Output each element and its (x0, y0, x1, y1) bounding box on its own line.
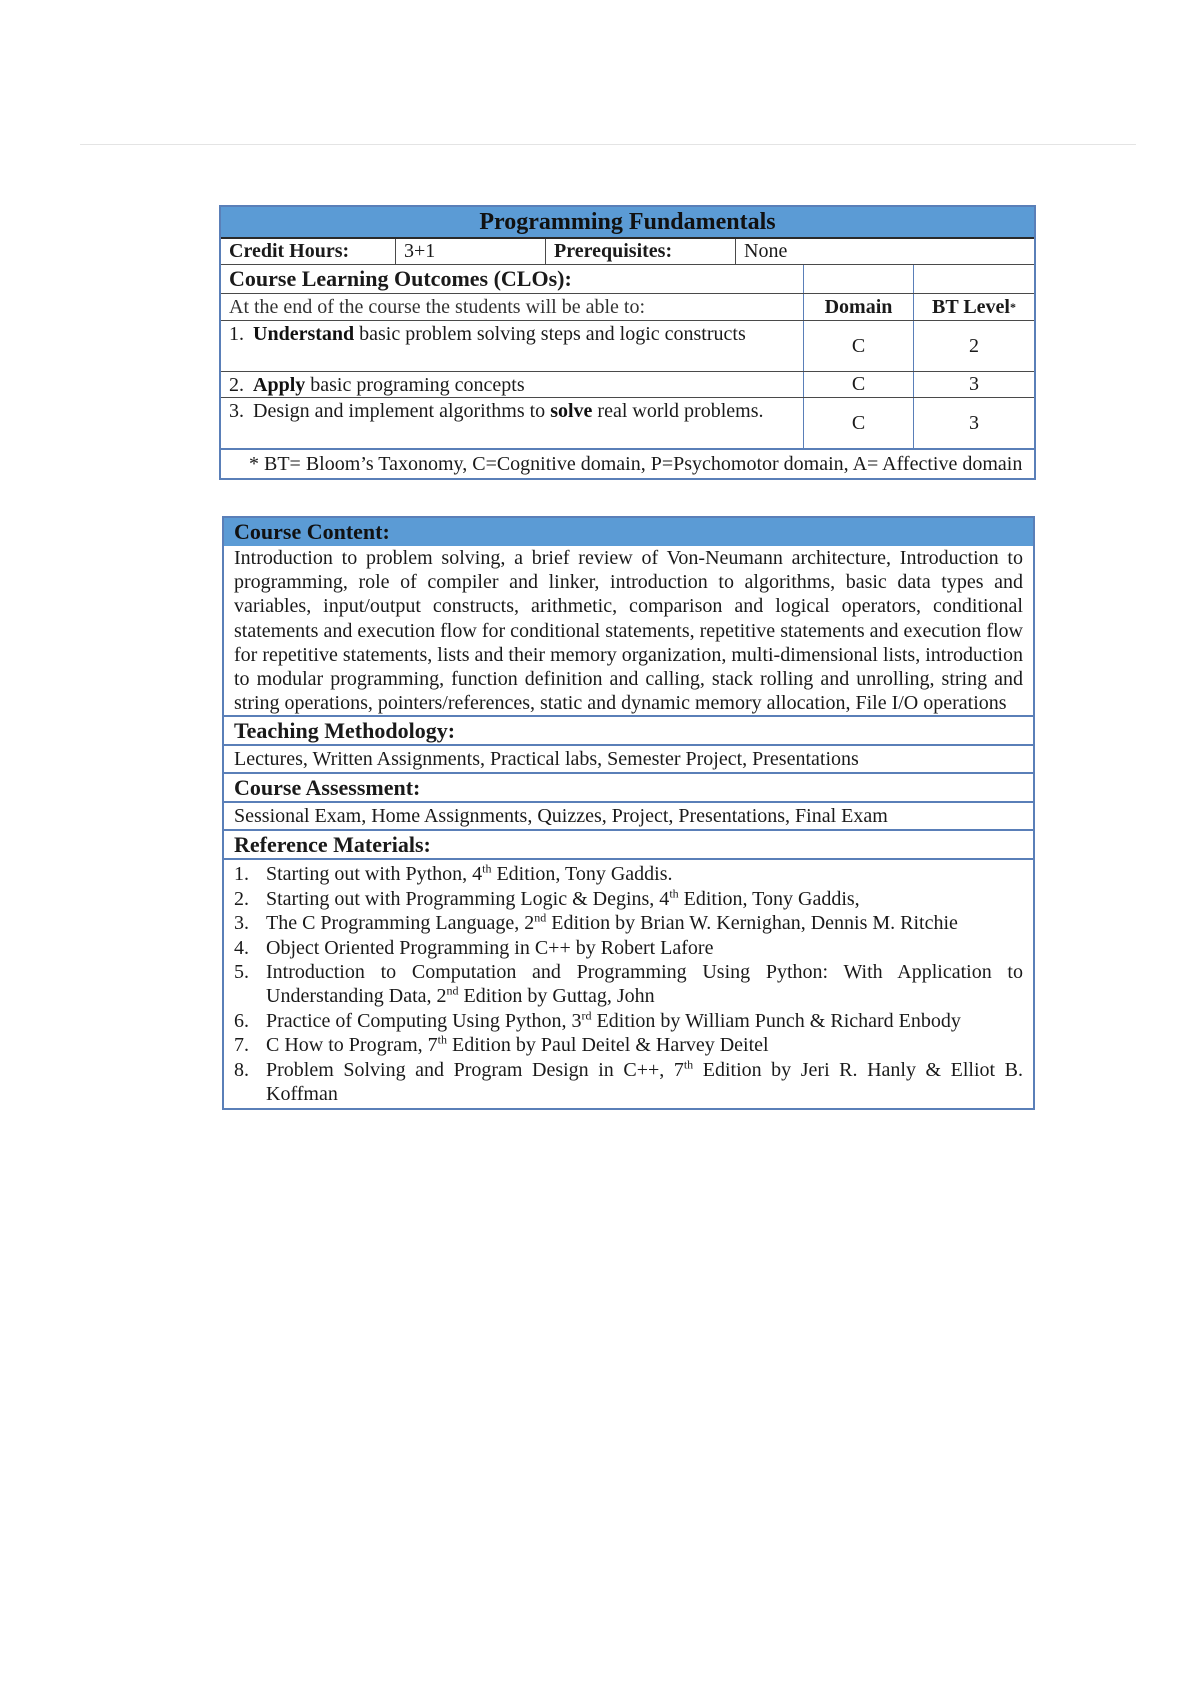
clo-number: 1. (229, 323, 244, 345)
course-content-heading: Course Content: (224, 518, 1033, 546)
domain-header: Domain (804, 294, 914, 320)
clo-keyword: solve (550, 400, 593, 422)
clo-heading-bt-empty (914, 265, 1034, 293)
clo-intro-row (221, 294, 1034, 321)
prerequisites-label: Prerequisites: (546, 239, 736, 264)
bt-level-header: BT Level * (932, 295, 1016, 318)
clo-item (221, 398, 1034, 448)
course-content-text: Introduction to problem solving, a brief review of Von-Neumann architecture, Introduction to programming, role of compiler and linker, introduction to algorithms, basic data types and variables, input/output constructs, arithmetic, comparison and logical operators, conditional statements and execution flow for conditional statements, repetitive statements and execution flow for repetitive statements, lists and their memory organization, multi-dimensional lists, introduction to modular programming, function definition and calling, stack rolling and unrolling, string and string operations, pointers/references, static and dynamic memory allocation, File I/O operations (224, 546, 1033, 717)
clo-intro: At the end of the course the students will be able to: (221, 294, 804, 320)
list-item: 7. C How to Program, 7th Edition by Paul Deitel & Harvey Deitel (234, 1032, 769, 1057)
list-item: 6. Practice of Computing Using Python, 3rd Edition by William Punch & Richard Enbody (234, 1008, 961, 1032)
prerequisites-value: None (744, 240, 788, 262)
clo-domain: C (804, 372, 914, 397)
list-item: 2. Starting out with Programming Logic & Degins, 4th Edition, Tony Gaddis, (234, 886, 860, 910)
clo-keyword: Understand (253, 323, 355, 345)
list-item: 5. Introduction to Computation and Programming Using Python: With Application to Understanding Data, 2nd Edition by Guttag, John (234, 961, 1023, 1008)
clo-bt-level: 3 (969, 373, 979, 395)
clo-item (221, 372, 1034, 398)
clo-heading-domain-empty (804, 265, 914, 293)
list-item: 8. Problem Solving and Program Design in C++, 7th Edition by Jeri R. Hanly & Elliot B. Koffman (234, 1057, 1023, 1106)
clo-bt-level: 3 (969, 411, 979, 434)
course-assessment-heading: Course Assessment: (224, 774, 1033, 803)
teaching-methodology-heading: Teaching Methodology: (224, 717, 1033, 746)
reference-materials-heading: Reference Materials: (224, 831, 1033, 860)
credit-hours-label: Credit Hours: (221, 239, 396, 264)
teaching-methodology-text: Lectures, Written Assignments, Practical labs, Semester Project, Presentations (224, 746, 1033, 774)
clo-domain: C (804, 398, 914, 448)
clo-text: real world problems. (592, 400, 764, 422)
clo-text-pre: Design and implement algorithms to (253, 400, 551, 422)
clo-domain: C (804, 321, 914, 371)
course-assessment-text: Sessional Exam, Home Assignments, Quizzes, Project, Presentations, Final Exam (224, 803, 1033, 831)
clo-item (221, 321, 1034, 372)
credit-row (221, 239, 1034, 265)
credit-hours-value: 3+1 (396, 239, 546, 264)
clo-text: basic problem solving steps and logic constructs (354, 323, 746, 345)
clo-number: 2. (229, 374, 244, 396)
clo-heading-row (221, 265, 1034, 294)
list-item: 3. The C Programming Language, 2nd Edition by Brian W. Kernighan, Dennis M. Ritchie (234, 910, 958, 935)
reference-list (224, 860, 1033, 1108)
clo-keyword: Apply (253, 374, 306, 396)
page-top-rule (80, 144, 1136, 145)
bt-level-header-text: BT Level (932, 295, 1010, 318)
course-summary-table (219, 205, 1036, 480)
list-item: 1. Starting out with Python, 4th Edition, Tony Gaddis. (234, 861, 673, 886)
clo-number: 3. (229, 400, 244, 422)
course-title: Programming Fundamentals (221, 207, 1034, 239)
course-details-table (222, 516, 1035, 1110)
clo-heading: Course Learning Outcomes (CLOs): (221, 265, 804, 293)
list-item: 4. Object Oriented Programming in C++ by Robert Lafore (234, 936, 714, 959)
bt-footnote: * BT= Bloom’s Taxonomy, C=Cognitive domain, P=Psychomotor domain, A= Affective domain (221, 448, 1034, 478)
clo-bt-level: 2 (969, 334, 979, 357)
clo-text: basic programing concepts (305, 374, 525, 396)
